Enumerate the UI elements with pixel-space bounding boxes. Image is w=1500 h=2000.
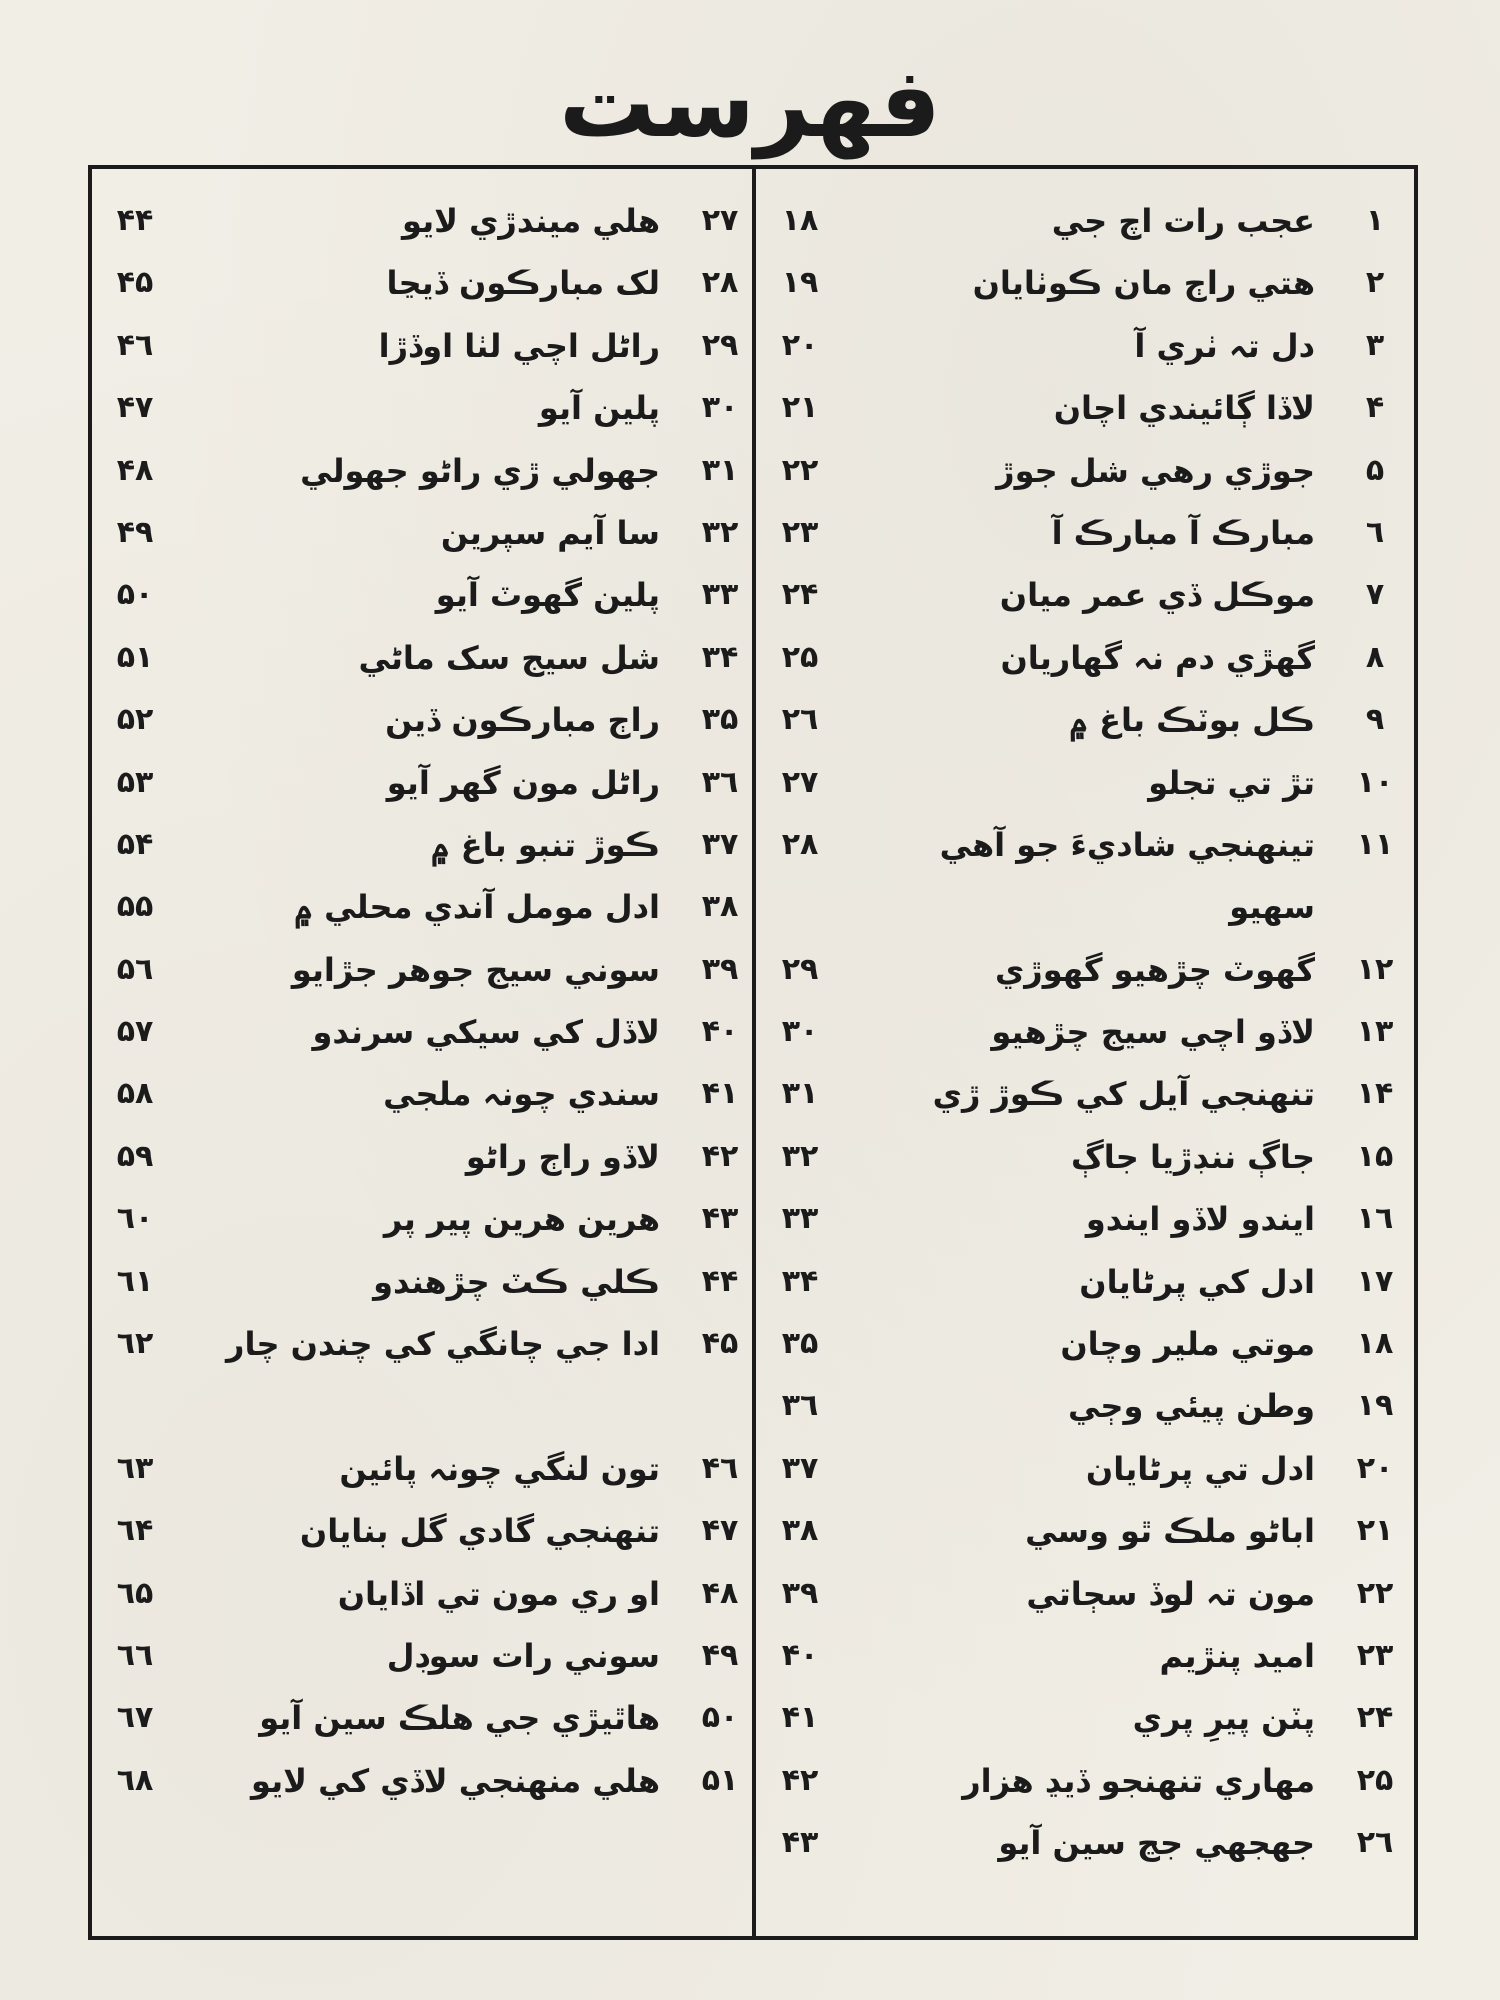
contents-entry bbox=[95, 564, 750, 626]
contents-entry bbox=[760, 1625, 1410, 1687]
entry-number: ٣١ bbox=[701, 452, 739, 488]
entry-title: راڻل اچي لٺا اوڏڙا bbox=[378, 326, 660, 365]
entry-page-number: ٦۴ bbox=[116, 1513, 154, 1549]
contents-entry bbox=[95, 752, 750, 814]
entry-title: گهڙي دم نہ گهاريان bbox=[1000, 638, 1315, 677]
entry-number: ١٢ bbox=[1356, 951, 1394, 987]
entry-title: اباڻو ملڪ ٿو وسي bbox=[1025, 1512, 1315, 1551]
entry-number: ٢۴ bbox=[1356, 1700, 1394, 1736]
entry-page-number: ٦٢ bbox=[116, 1326, 154, 1362]
contents-entry bbox=[760, 939, 1410, 1001]
contents-left-column bbox=[95, 190, 750, 1812]
entry-number: ٣٦ bbox=[701, 764, 739, 800]
contents-entry bbox=[95, 814, 750, 876]
entry-page-number: ۵۵ bbox=[116, 889, 154, 925]
entry-title: عجب رات اچ جي bbox=[1051, 202, 1315, 240]
contents-entry bbox=[760, 1001, 1410, 1063]
entry-number: ٢٠ bbox=[1356, 1450, 1394, 1486]
entry-page-number: ٢١ bbox=[781, 390, 819, 426]
entry-title: هرين هرين پير پر bbox=[383, 1200, 660, 1239]
entry-number: ١٦ bbox=[1356, 1201, 1394, 1237]
contents-entry bbox=[760, 1563, 1410, 1625]
entry-page-number: ٣٢ bbox=[781, 1138, 819, 1174]
entry-page-number: ٢٨ bbox=[781, 826, 819, 862]
entry-number: ٣ bbox=[1365, 327, 1385, 363]
entry-title: تينهنجي شاديءَ جو آهي سهيو bbox=[939, 825, 1315, 926]
contents-entry bbox=[95, 1001, 750, 1063]
entry-number: ٢٨ bbox=[701, 265, 739, 301]
entry-number: ٣٣ bbox=[701, 577, 739, 613]
entry-page-number: ٢٧ bbox=[781, 764, 819, 800]
contents-entry bbox=[95, 502, 750, 564]
contents-entry bbox=[760, 627, 1410, 689]
contents-right-column bbox=[760, 190, 1410, 1875]
entry-title: پٽن پيرِ پري bbox=[1132, 1699, 1315, 1738]
entry-page-number: ۵٩ bbox=[116, 1138, 154, 1174]
entry-title: جوڙي رهي شل جوڙ bbox=[996, 451, 1315, 490]
entry-page-number: ٣٧ bbox=[781, 1450, 819, 1486]
contents-entry bbox=[95, 939, 750, 1001]
entry-page-number: ٢٩ bbox=[781, 951, 819, 987]
entry-number: ٩ bbox=[1365, 702, 1385, 738]
entry-page-number: ۴٧ bbox=[116, 390, 154, 426]
entry-page-number: ۴٩ bbox=[116, 514, 154, 550]
entry-page-number: ٣١ bbox=[781, 1076, 819, 1112]
contents-entry bbox=[760, 1188, 1410, 1250]
entry-number: ۴٩ bbox=[701, 1638, 739, 1673]
entry-title: راڄ مبارڪون ڏين bbox=[385, 701, 660, 740]
entry-title: پلين آيو bbox=[538, 389, 660, 428]
entry-number: ٨ bbox=[1365, 639, 1385, 675]
contents-entry bbox=[760, 315, 1410, 377]
entry-title: تنهنجي آيل کي ڪوڙ ڙي bbox=[932, 1075, 1315, 1114]
entry-title: شل سيج سک ماڻي bbox=[358, 638, 660, 677]
entry-title: سوني رات سوڊل bbox=[386, 1637, 660, 1675]
contents-entry bbox=[760, 1375, 1410, 1437]
contents-entry bbox=[760, 1750, 1410, 1812]
entry-number: ١٠ bbox=[1356, 764, 1394, 800]
entry-page-number: ٦۵ bbox=[116, 1575, 154, 1611]
entry-number: ۴٣ bbox=[701, 1201, 739, 1237]
entry-title: لاڏو اچي سيج چڙهيو bbox=[991, 1013, 1315, 1052]
contents-entry bbox=[760, 814, 1410, 939]
entry-page-number: ۴١ bbox=[781, 1700, 819, 1736]
entry-page-number: ٢۵ bbox=[781, 639, 819, 675]
contents-entry bbox=[760, 1438, 1410, 1500]
entry-page-number: ٢٦ bbox=[781, 702, 819, 738]
page-title: فهرست bbox=[559, 47, 941, 159]
entry-title: وطن پيئي وڄي bbox=[1068, 1387, 1315, 1426]
contents-entry bbox=[760, 564, 1410, 626]
contents-entry bbox=[760, 1812, 1410, 1874]
entry-page-number: ٦٣ bbox=[116, 1450, 154, 1486]
contents-entry bbox=[760, 689, 1410, 751]
entry-title: مبارڪ آ مبارڪ آ bbox=[1051, 513, 1315, 552]
entry-title: لاڏا ڳائيندي اچان bbox=[1053, 389, 1315, 428]
entry-number: ۵٠ bbox=[701, 1700, 739, 1736]
entry-number: ١٨ bbox=[1356, 1326, 1394, 1362]
contents-entry bbox=[760, 190, 1410, 252]
entry-title: هلي منهنجي لاڏي کي لايو bbox=[251, 1761, 660, 1800]
entry-number: ۴١ bbox=[701, 1076, 739, 1112]
entry-number: ١۴ bbox=[1356, 1076, 1394, 1112]
entry-page-number: ۴٣ bbox=[781, 1825, 819, 1861]
entry-number: ۵١ bbox=[701, 1762, 739, 1798]
contents-entry bbox=[760, 1063, 1410, 1125]
entry-number: ۴٠ bbox=[701, 1014, 739, 1050]
entry-number: ٣٧ bbox=[701, 826, 739, 862]
entry-title: ايندو لاڏو ايندو bbox=[1085, 1200, 1315, 1239]
entry-page-number: ٣۵ bbox=[781, 1326, 819, 1362]
entry-number: ١٩ bbox=[1356, 1388, 1394, 1424]
entry-page-number: ٣٦ bbox=[781, 1388, 819, 1424]
entry-page-number: ۵٠ bbox=[116, 577, 154, 613]
entry-title: ڪوڙ تنبو باغ ۾ bbox=[430, 825, 660, 864]
entry-title: جهولي ڙي راڻو جهولي bbox=[300, 451, 660, 490]
entry-page-number: ۵٦ bbox=[116, 951, 154, 987]
entry-title: موڪل ڏي عمر ميان bbox=[999, 576, 1315, 615]
entry-title: مون تہ لوڏ سڄاتي bbox=[1026, 1574, 1315, 1613]
entry-number: ١٧ bbox=[1356, 1263, 1394, 1299]
contents-entry bbox=[760, 752, 1410, 814]
entry-number: ٢٣ bbox=[1356, 1638, 1394, 1673]
entry-number: ١١ bbox=[1356, 826, 1394, 862]
entry-number: ٣٨ bbox=[701, 889, 739, 925]
entry-number: ٢٧ bbox=[701, 203, 739, 238]
entry-title: ادل مومل آندي محلي ۾ bbox=[294, 888, 660, 927]
entry-number: ۴٢ bbox=[701, 1138, 739, 1174]
entry-title: لاڏل کي سيکي سرندو bbox=[312, 1013, 660, 1052]
entry-title: تنهنجي گادي گل بنايان bbox=[299, 1512, 660, 1551]
entry-title: ادل کي پرڻايان bbox=[1079, 1262, 1315, 1301]
entry-number: ١ bbox=[1365, 203, 1385, 238]
contents-entry bbox=[95, 1126, 750, 1188]
entry-title: لک مبارڪون ڏيڃا bbox=[386, 264, 660, 303]
entry-title: سوني سيج جوهر جڙايو bbox=[291, 950, 660, 989]
contents-entry bbox=[95, 1563, 750, 1625]
entry-page-number: ٣٨ bbox=[781, 1513, 819, 1549]
entry-number: ٧ bbox=[1365, 577, 1385, 613]
entry-number: ٣٢ bbox=[701, 514, 739, 550]
entry-title: ڪل بوٽڪ باغ ۾ bbox=[1069, 701, 1315, 740]
contents-entry bbox=[95, 190, 750, 252]
contents-entry bbox=[95, 315, 750, 377]
entry-title: تون لنگي چونہ پائين bbox=[339, 1449, 660, 1488]
entry-number: ۴٦ bbox=[701, 1450, 739, 1486]
contents-entry bbox=[95, 627, 750, 689]
entry-number: ۴۵ bbox=[701, 1326, 739, 1362]
entry-page-number: ١٩ bbox=[781, 265, 819, 301]
entry-number: ٢٢ bbox=[1356, 1575, 1394, 1611]
entry-number: ٣۴ bbox=[701, 639, 739, 675]
contents-entry bbox=[95, 689, 750, 751]
contents-entry bbox=[760, 1313, 1410, 1375]
entry-page-number: ١٨ bbox=[781, 203, 819, 238]
entry-number: ۴٨ bbox=[701, 1575, 739, 1611]
entry-page-number: ۵٣ bbox=[116, 764, 154, 800]
entry-page-number: ۴٦ bbox=[116, 327, 154, 363]
entry-number: ٢ bbox=[1365, 265, 1385, 301]
entry-title: ادا جي چانگي کي چندن چار bbox=[226, 1325, 660, 1364]
entry-title: سندي چونہ ملجي bbox=[383, 1075, 660, 1114]
entry-title: هلي ميندڙي لايو bbox=[402, 202, 660, 240]
entry-number: ١۵ bbox=[1356, 1138, 1394, 1174]
contents-entry bbox=[760, 1251, 1410, 1313]
entry-title: دل تہ ٺري آ bbox=[1134, 326, 1315, 365]
contents-entry bbox=[95, 440, 750, 502]
entry-title: جاڳ ننڊڙيا جاڳ bbox=[1071, 1137, 1315, 1176]
contents-entry bbox=[760, 252, 1410, 314]
entry-page-number: ٣٣ bbox=[781, 1201, 819, 1237]
entry-number: ٣٠ bbox=[701, 390, 739, 426]
contents-entry bbox=[95, 1063, 750, 1125]
entry-page-number: ٢٣ bbox=[781, 514, 819, 550]
entry-page-number: ۴۵ bbox=[116, 265, 154, 301]
entry-number: ٢١ bbox=[1356, 1513, 1394, 1549]
entry-title: پلين گهوٽ آيو bbox=[435, 576, 660, 615]
entry-page-number: ٦٠ bbox=[116, 1201, 154, 1237]
entry-page-number: ۴٠ bbox=[781, 1638, 819, 1673]
contents-entry bbox=[95, 377, 750, 439]
entry-title: سا آيم سپرين bbox=[440, 513, 660, 552]
entry-page-number: ٣٠ bbox=[781, 1014, 819, 1050]
contents-entry bbox=[95, 1438, 750, 1500]
entry-page-number: ٦٦ bbox=[116, 1638, 154, 1673]
contents-entry bbox=[760, 502, 1410, 564]
entry-title: موتي ملير وچان bbox=[1060, 1325, 1315, 1364]
contents-entry bbox=[95, 1500, 750, 1562]
entry-title: جهجهي جڃ سين آيو bbox=[998, 1824, 1315, 1863]
entry-title: راڻل مون گهر آيو bbox=[386, 763, 660, 802]
entry-title: ڪلي ڪٽ چڙهندو bbox=[373, 1262, 660, 1301]
entry-page-number: ٢۴ bbox=[781, 577, 819, 613]
contents-entry bbox=[760, 1500, 1410, 1562]
entry-number: ٢٩ bbox=[701, 327, 739, 363]
entry-number: ٢۵ bbox=[1356, 1762, 1394, 1798]
entry-page-number: ۵٧ bbox=[116, 1014, 154, 1050]
contents-entry bbox=[95, 1188, 750, 1250]
entry-number: ٢٦ bbox=[1356, 1825, 1394, 1861]
contents-entry bbox=[95, 1313, 750, 1438]
entry-page-number: ۵٨ bbox=[116, 1076, 154, 1112]
entry-number: ٣٩ bbox=[701, 951, 739, 987]
entry-title: تڙ تي تجلو bbox=[1148, 763, 1315, 802]
entry-page-number: ٦٨ bbox=[116, 1762, 154, 1798]
entry-page-number: ۵۴ bbox=[116, 826, 154, 862]
entry-page-number: ۴٢ bbox=[781, 1762, 819, 1798]
entry-number: ۵ bbox=[1365, 452, 1385, 488]
entry-title: اميد پنڙيم bbox=[1159, 1637, 1315, 1675]
entry-number: ٦ bbox=[1365, 514, 1385, 550]
entry-page-number: ۵٢ bbox=[116, 702, 154, 738]
entry-number: ١٣ bbox=[1356, 1014, 1394, 1050]
entry-title: مهاري تنهنجو ڏيڍ هزار bbox=[962, 1761, 1315, 1800]
entry-page-number: ٢٢ bbox=[781, 452, 819, 488]
entry-page-number: ٣۴ bbox=[781, 1263, 819, 1299]
contents-entry bbox=[760, 1126, 1410, 1188]
contents-entry bbox=[760, 377, 1410, 439]
entry-title: گهوٽ چڙهيو گهوڙي bbox=[994, 950, 1315, 989]
entry-title: او ري مون تي اڏايان bbox=[337, 1574, 660, 1613]
entry-title: لاڏو راڄ راڻو bbox=[465, 1137, 660, 1176]
entry-number: ۴٧ bbox=[701, 1513, 739, 1549]
entry-page-number: ۵١ bbox=[116, 639, 154, 675]
entry-page-number: ٣٩ bbox=[781, 1575, 819, 1611]
entry-title: هاٿيڙي جي هلڪ سين آيو bbox=[259, 1699, 660, 1738]
entry-number: ۴۴ bbox=[701, 1263, 739, 1299]
entry-number: ٣۵ bbox=[701, 702, 739, 738]
contents-entry bbox=[95, 1625, 750, 1687]
contents-entry bbox=[95, 1251, 750, 1313]
entry-page-number: ۴٨ bbox=[116, 452, 154, 488]
entry-number: ۴ bbox=[1365, 390, 1385, 426]
contents-entry bbox=[95, 876, 750, 938]
contents-entry bbox=[95, 1750, 750, 1812]
entry-title: ادل تي پرڻايان bbox=[1085, 1449, 1315, 1488]
entry-page-number: ٦٧ bbox=[116, 1700, 154, 1736]
contents-entry bbox=[760, 1687, 1410, 1749]
contents-entry bbox=[760, 440, 1410, 502]
entry-page-number: ٦١ bbox=[116, 1263, 154, 1299]
contents-entry bbox=[95, 1687, 750, 1749]
entry-page-number: ٢٠ bbox=[781, 327, 819, 363]
entry-title: هتي راڄ مان ڪوٺايان bbox=[972, 264, 1315, 303]
entry-page-number: ۴۴ bbox=[116, 203, 154, 238]
contents-entry bbox=[95, 252, 750, 314]
